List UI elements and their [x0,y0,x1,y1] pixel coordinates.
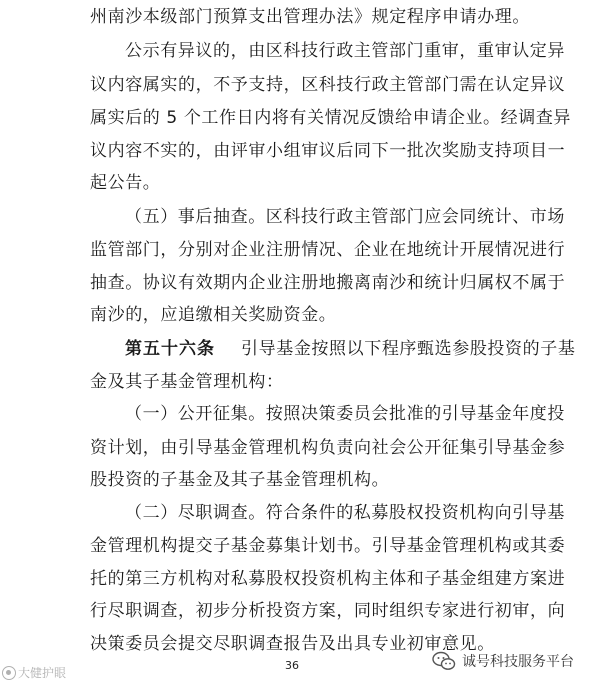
text-line: 决策委员会提交尽职调查报告及出具专业初审意见。 [90,634,495,654]
watermark-left-text: 大健护眼 [18,666,67,680]
text-line: 股投资的子基金及其子基金管理机构。 [90,470,390,490]
text-line: 托的第三方机构对私募股权投资机构主体和子基金组建方案进 [90,569,566,589]
text-line: 资计划，由引导基金管理机构负责向社会公开征集引导基金参 [90,438,566,458]
text-line: 属实后的 5 个工作日内将有关情况反馈给申请企业。经调查异 [90,108,572,128]
text-line: 金及其子基金管理机构： [90,372,284,392]
text-line: 引导基金按照以下程序甄选参股投资的子基 [241,339,576,359]
text-line: （二）尽职调查。符合条件的私募股权投资机构向引导基 [125,503,565,523]
article-number: 第五十六条 [125,339,215,359]
wechat-icon [432,651,456,671]
text-line: 抽查。协议有效期内企业注册地搬离南沙和统计归属权不属于 [90,273,566,293]
text-line: 州南沙本级部门预算支出管理办法》规定程序申请办理。 [90,7,530,27]
watermark-right [432,651,574,671]
text-line: （一）公开征集。按照决策委员会批准的引导基金年度投 [125,404,565,424]
watermark-left [2,664,66,681]
page-number: 36 [285,659,299,672]
text-line: 金管理机构提交子基金募集计划书。引导基金管理机构或其委 [90,536,566,556]
text-line: 起公告。 [90,173,161,193]
text-line: 公示有异议的，由区科技行政主管部门重审，重审认定异 [125,41,565,61]
text-line: （五）事后抽查。区科技行政主管部门应会同统计、市场 [125,207,565,227]
text-line: 议内容属实的，不予支持，区科技行政主管部门需在认定异议 [90,75,566,95]
article-heading-line [125,338,575,360]
text-line: 南沙的，应追缴相关奖励资金。 [90,305,337,325]
logo-icon [2,666,16,680]
watermark-right-text: 诚号科技服务平台 [462,654,574,670]
text-line: 监管部门，分别对企业注册情况、企业在地统计开展情况进行 [90,240,566,260]
text-line: 行尽职调查，初步分析投资方案，同时组织专家进行初审，向 [90,601,566,621]
text-line: 议内容不实的，由评审小组审议后同下一批次奖励支持项目一 [90,141,566,161]
